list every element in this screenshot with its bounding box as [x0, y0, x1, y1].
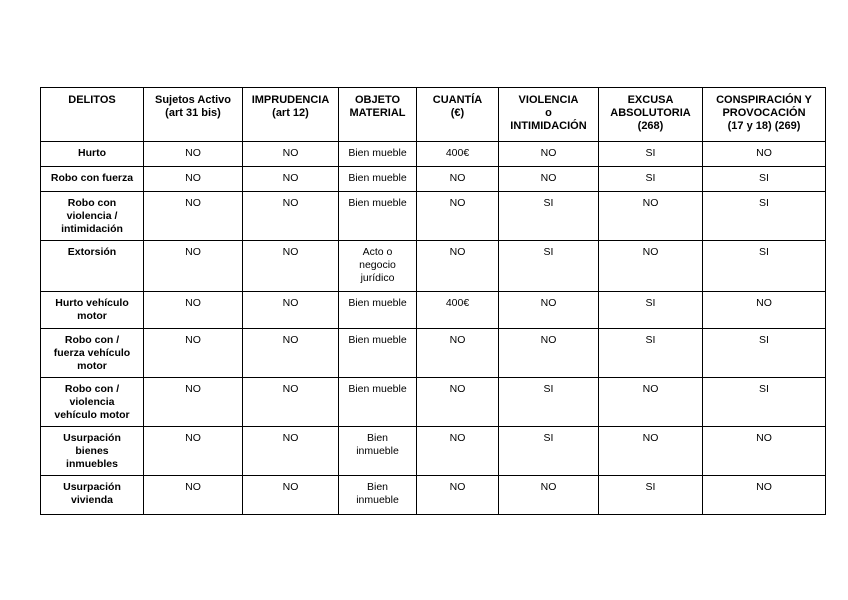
excusa-cell: SI	[599, 329, 703, 378]
excusa-cell: NO	[599, 241, 703, 292]
violencia-cell: NO	[499, 142, 599, 167]
excusa-cell: NO	[599, 378, 703, 427]
header-conspiracion: CONSPIRACIÓN Y PROVOCACIÓN (17 y 18) (269)	[703, 88, 826, 142]
conspiracion-cell: SI	[703, 241, 826, 292]
table-row	[41, 427, 826, 476]
crimes-comparison-table	[40, 87, 826, 515]
header-row	[41, 88, 826, 142]
objeto-cell: Bien mueble	[339, 192, 417, 241]
objeto-cell: Bien mueble	[339, 142, 417, 167]
objeto-cell: Bien mueble	[339, 167, 417, 192]
sujetos-cell: NO	[144, 476, 243, 515]
conspiracion-cell: NO	[703, 142, 826, 167]
objeto-cell: Bien mueble	[339, 378, 417, 427]
violencia-cell: NO	[499, 476, 599, 515]
crime-name-cell: Extorsión	[41, 241, 144, 292]
conspiracion-cell: SI	[703, 329, 826, 378]
table-row	[41, 476, 826, 515]
table-row	[41, 292, 826, 329]
table-row	[41, 241, 826, 292]
table-row	[41, 142, 826, 167]
header-sujetos-activo: Sujetos Activo (art 31 bis)	[144, 88, 243, 142]
excusa-cell: NO	[599, 192, 703, 241]
imprudencia-cell: NO	[243, 329, 339, 378]
header-imprudencia: IMPRUDENCIA (art 12)	[243, 88, 339, 142]
crime-name-cell: Robo con / fuerza vehículo motor	[41, 329, 144, 378]
imprudencia-cell: NO	[243, 378, 339, 427]
header-violencia: VIOLENCIA o INTIMIDACIÓN	[499, 88, 599, 142]
imprudencia-cell: NO	[243, 192, 339, 241]
cuantia-cell: NO	[417, 427, 499, 476]
table-row	[41, 192, 826, 241]
excusa-cell: SI	[599, 292, 703, 329]
sujetos-cell: NO	[144, 378, 243, 427]
violencia-cell: SI	[499, 241, 599, 292]
sujetos-cell: NO	[144, 427, 243, 476]
sujetos-cell: NO	[144, 292, 243, 329]
violencia-cell: NO	[499, 329, 599, 378]
cuantia-cell: 400€	[417, 292, 499, 329]
header-objeto-material: OBJETO MATERIAL	[339, 88, 417, 142]
excusa-cell: SI	[599, 476, 703, 515]
objeto-cell: Bien mueble	[339, 329, 417, 378]
conspiracion-cell: SI	[703, 378, 826, 427]
violencia-cell: NO	[499, 167, 599, 192]
conspiracion-cell: SI	[703, 167, 826, 192]
conspiracion-cell: NO	[703, 427, 826, 476]
table-row	[41, 329, 826, 378]
imprudencia-cell: NO	[243, 427, 339, 476]
cuantia-cell: 400€	[417, 142, 499, 167]
imprudencia-cell: NO	[243, 167, 339, 192]
sujetos-cell: NO	[144, 142, 243, 167]
imprudencia-cell: NO	[243, 292, 339, 329]
excusa-cell: SI	[599, 167, 703, 192]
conspiracion-cell: NO	[703, 476, 826, 515]
header-delitos: DELITOS	[41, 88, 144, 142]
cuantia-cell: NO	[417, 192, 499, 241]
cuantia-cell: NO	[417, 378, 499, 427]
sujetos-cell: NO	[144, 192, 243, 241]
sujetos-cell: NO	[144, 329, 243, 378]
crime-name-cell: Hurto	[41, 142, 144, 167]
imprudencia-cell: NO	[243, 241, 339, 292]
crime-name-cell: Hurto vehículo motor	[41, 292, 144, 329]
cuantia-cell: NO	[417, 241, 499, 292]
violencia-cell: NO	[499, 292, 599, 329]
crime-name-cell: Robo con fuerza	[41, 167, 144, 192]
imprudencia-cell: NO	[243, 142, 339, 167]
crime-name-cell: Robo con / violencia vehículo motor	[41, 378, 144, 427]
conspiracion-cell: SI	[703, 192, 826, 241]
violencia-cell: SI	[499, 427, 599, 476]
objeto-cell: Bien inmueble	[339, 476, 417, 515]
sujetos-cell: NO	[144, 241, 243, 292]
imprudencia-cell: NO	[243, 476, 339, 515]
header-cuantia: CUANTÍA (€)	[417, 88, 499, 142]
objeto-cell: Bien mueble	[339, 292, 417, 329]
objeto-cell: Bien inmueble	[339, 427, 417, 476]
objeto-cell: Acto o negocio jurídico	[339, 241, 417, 292]
header-excusa-absolutoria: EXCUSA ABSOLUTORIA (268)	[599, 88, 703, 142]
excusa-cell: SI	[599, 142, 703, 167]
crime-name-cell: Robo con violencia / intimidación	[41, 192, 144, 241]
table-row	[41, 167, 826, 192]
cuantia-cell: NO	[417, 167, 499, 192]
cuantia-cell: NO	[417, 476, 499, 515]
cuantia-cell: NO	[417, 329, 499, 378]
violencia-cell: SI	[499, 192, 599, 241]
excusa-cell: NO	[599, 427, 703, 476]
table-row	[41, 378, 826, 427]
conspiracion-cell: NO	[703, 292, 826, 329]
sujetos-cell: NO	[144, 167, 243, 192]
violencia-cell: SI	[499, 378, 599, 427]
crime-name-cell: Usurpación bienes inmuebles	[41, 427, 144, 476]
crime-name-cell: Usurpación vivienda	[41, 476, 144, 515]
